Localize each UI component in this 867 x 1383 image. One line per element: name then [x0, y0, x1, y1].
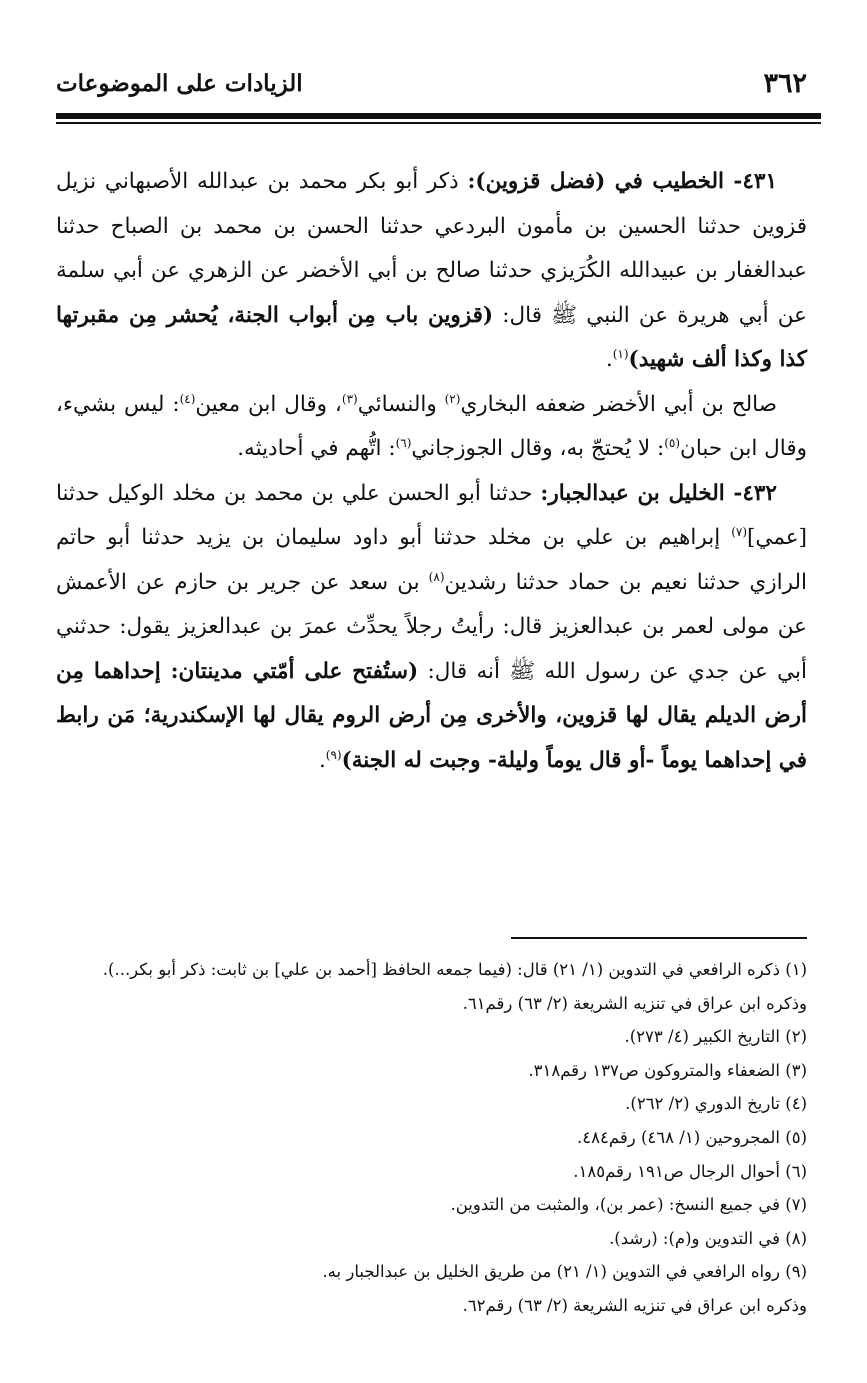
entry-432-heading: ٤٣٢- الخليل بن عبدالجبار: — [540, 480, 777, 506]
footnote-3: (٣) الضعفاء والمتروكون ص١٣٧ رقم٣١٨. — [528, 1060, 807, 1080]
footnote-2: (٢) التاريخ الكبير (٤/ ٢٧٣). — [624, 1027, 807, 1047]
footnote-marker-5: (٥) — [664, 435, 681, 450]
footnote-marker-7: (٧) — [731, 524, 748, 539]
footnote-marker-1: (١) — [612, 346, 629, 361]
footnote-1: (١) ذكره الرافعي في التدوين (١/ ٢١) قال: (فيما جمعه الحافظ [أحمد بن علي] بن ثابت: ذكر أبو بكر...). — [102, 960, 807, 979]
footnote-1-continued: وذكره ابن عراق في تنزيه الشريعة (٢/ ٦٣) رقم٦١. — [462, 993, 807, 1013]
footnote-separator — [511, 937, 807, 939]
running-title: الزيادات على الموضوعات — [56, 70, 303, 97]
entry-431-heading: ٤٣١- الخطيب في (فضل قزوين): — [467, 169, 778, 194]
footnotes — [56, 953, 807, 1323]
footnote-marker-8: (٨) — [428, 569, 445, 584]
header-rule-thin — [56, 122, 821, 124]
footnote-8: (٨) في التدوين و(م): (رشد). — [609, 1228, 807, 1248]
footnote-marker-2: (٢) — [444, 391, 461, 406]
footnote-7: (٧) في جميع النسخ: (عمر بن)، والمثبت من التدوين. — [450, 1195, 807, 1215]
entry-432-matn: (ستُفتح على أمّتي مدينتان: إحداهما مِن أرض الديلم يقال لها قزوين، والأخرى مِن أرض الروم يقال لها الإسكندرية؛ مَن رابط في إحداهما يوماً -أو قال يوماً وليلة- وجبت له الجنة) — [56, 658, 807, 773]
footnote-5: (٥) المجروحين (١/ ٤٦٨) رقم٤٨٤. — [577, 1127, 807, 1147]
footnote-marker-9: (٩) — [325, 747, 342, 762]
entry-431-isnad: ذكر أبو بكر محمد بن عبدالله الأصبهاني نزيل قزوين حدثنا الحسين بن مأمون البردعي حدثنا الحسن بن محمد بن الصباح حدثنا عبدالغفار بن عبيدالله الكُرَيزي حدثنا صالح بن أبي الأخضر عن الزهري عن أبي سلمة عن أبي هريرة عن النبي ﷺ قال: — [56, 169, 807, 328]
entry-431: ٤٣١- الخطيب في (فضل قزوين): ذكر أبو بكر محمد بن عبدالله الأصبهاني نزيل قزوين حدثنا الحسين بن مأمون البردعي حدثنا الحسن بن محمد بن الصباح حدثنا عبدالغفار بن عبيدالله الكُرَيزي حدثنا صالح بن أبي الأخضر عن الزهري عن أبي سلمة عن أبي هريرة عن النبي ﷺ قال: (قزوين باب مِن أبواب الجنة، يُحشر مِن مقبرتها كذا وكذا ألف شهيد)$^{(١)}$. — [56, 169, 807, 372]
footnote-marker-6: (٦) — [395, 435, 412, 450]
footnote-marker-3: (٣) — [341, 391, 358, 406]
footnote-6: (٦) أحوال الرجال ص١٩١ رقم١٨٥. — [573, 1161, 807, 1181]
commentary: صالح بن أبي الأخضر ضعفه البخاري$^{(٢)}$ والنسائي$^{(٣)}$، وقال ابن معين$^{(٤)}$: ليس بشيء، وقال ابن حبان$^{(٥)}$: لا يُحتجّ به، وقال الجوزجاني$^{(٦)}$: اتُّهم في أحاديثه. — [56, 391, 807, 461]
header-rule-thick — [56, 113, 821, 119]
footnote-9: (٩) رواه الرافعي في التدوين (١/ ٢١) من طريق الخليل بن عبدالجبار به. — [322, 1262, 807, 1282]
page-number: ٣٦٢ — [763, 68, 807, 99]
footnote-4: (٤) تاريخ الدوري (٢/ ٢٦٢). — [625, 1094, 807, 1114]
main-text — [56, 160, 807, 783]
footnote-marker-4: (٤) — [179, 391, 196, 406]
entry-431-matn: (قزوين باب مِن أبواب الجنة، يُحشر مِن مقبرتها كذا وكذا ألف شهيد) — [56, 302, 807, 372]
footnote-9-continued: وذكره ابن عراق في تنزيه الشريعة (٢/ ٦٣) رقم٦٢. — [462, 1295, 807, 1315]
entry-432: ٤٣٢- الخليل بن عبدالجبار: حدثنا أبو الحسن علي بن محمد بن مخلد الوكيل حدثنا [عمي]$^{(٧)}$ إبراهيم بن علي بن مخلد حدثنا أبو داود سليمان بن يزيد حدثنا أبو حاتم الرازي حدثنا نعيم بن حماد حدثنا رشدين$^{(٨)}$ بن سعد عن جرير بن حازم عن الأعمش عن مولى لعمر بن عبدالعزيز قال: رأيتُ رجلاً يحدِّث عمرَ بن عبدالعزيز يقول: حدثني أبي عن جدي عن رسول الله ﷺ أنه قال: (ستُفتح على أمّتي مدينتان: إحداهما مِن أرض الديلم يقال لها قزوين، والأخرى مِن أرض الروم يقال لها الإسكندرية؛ مَن رابط في إحداهما يوماً -أو قال يوماً وليلة- وجبت له الجنة)$^{(٩)}$. — [56, 480, 807, 773]
page-header — [56, 64, 807, 104]
